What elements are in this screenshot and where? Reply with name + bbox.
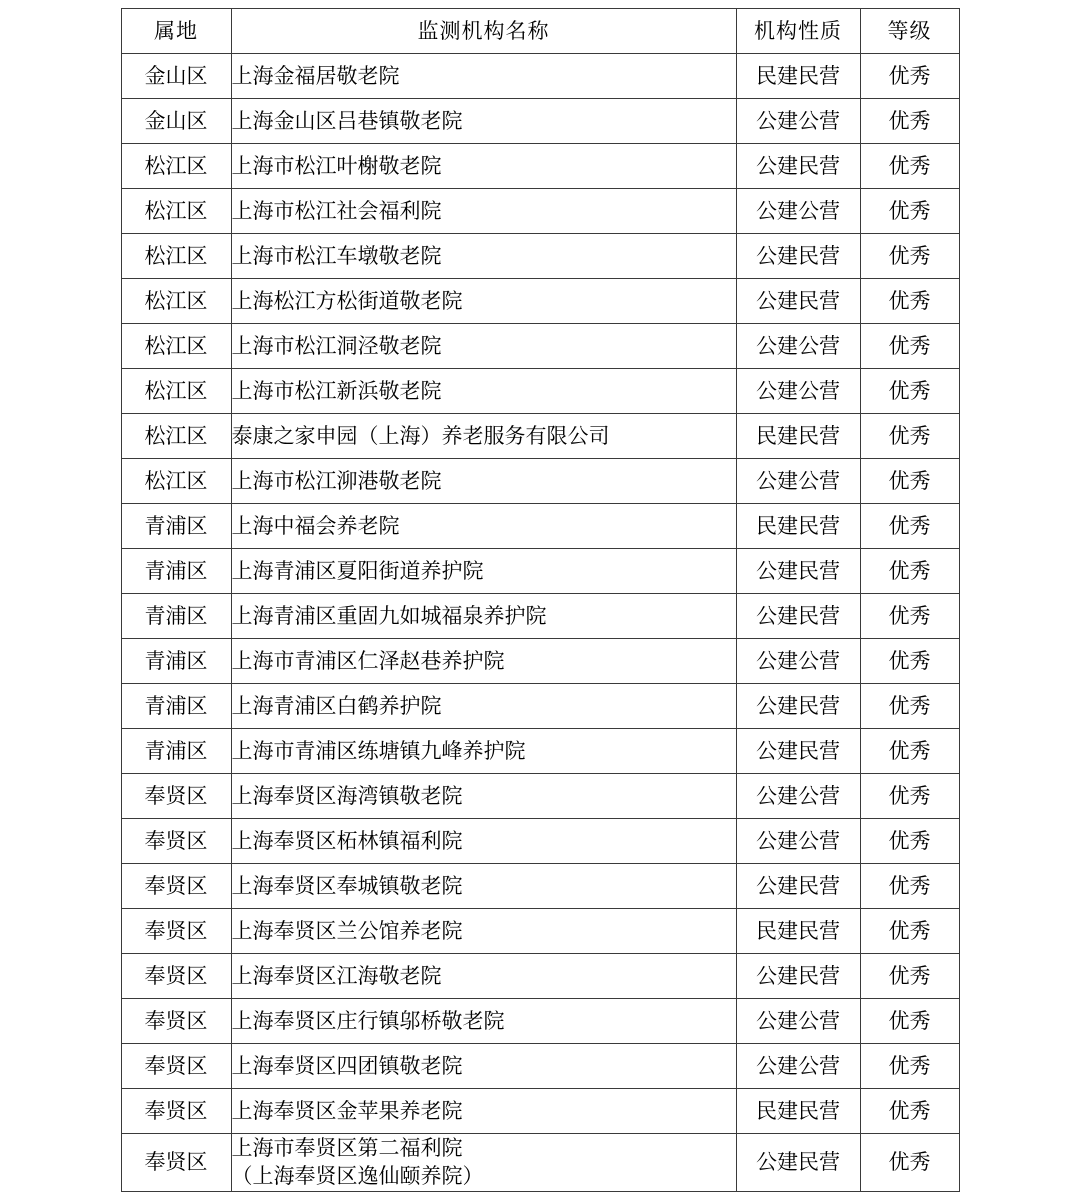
cell-institution-name: 上海奉贤区兰公馆养老院	[231, 909, 736, 954]
table-row	[121, 369, 959, 414]
cell-grade: 优秀	[860, 594, 959, 639]
cell-grade: 优秀	[860, 189, 959, 234]
table-row	[121, 549, 959, 594]
monitoring-institutions-table	[121, 8, 960, 1192]
cell-institution-type: 民建民营	[736, 909, 860, 954]
cell-area: 青浦区	[121, 639, 231, 684]
cell-institution-name: 上海市青浦区仁泽赵巷养护院	[231, 639, 736, 684]
cell-grade: 优秀	[860, 369, 959, 414]
table-row	[121, 279, 959, 324]
table-row	[121, 1044, 959, 1089]
table-row	[121, 1134, 959, 1192]
cell-institution-type: 公建公营	[736, 324, 860, 369]
cell-institution-name: 泰康之家申园（上海）养老服务有限公司	[231, 414, 736, 459]
table-row	[121, 1089, 959, 1134]
cell-institution-name: 上海金福居敬老院	[231, 54, 736, 99]
cell-area: 奉贤区	[121, 819, 231, 864]
table-row	[121, 189, 959, 234]
cell-area: 青浦区	[121, 504, 231, 549]
cell-institution-type: 公建公营	[736, 774, 860, 819]
cell-institution-name: 上海市松江泖港敬老院	[231, 459, 736, 504]
table-row	[121, 999, 959, 1044]
cell-grade: 优秀	[860, 144, 959, 189]
cell-institution-name: 上海奉贤区奉城镇敬老院	[231, 864, 736, 909]
cell-area: 奉贤区	[121, 774, 231, 819]
cell-grade: 优秀	[860, 549, 959, 594]
cell-institution-name: 上海松江方松街道敬老院	[231, 279, 736, 324]
cell-area: 松江区	[121, 144, 231, 189]
cell-area: 青浦区	[121, 729, 231, 774]
cell-area: 松江区	[121, 414, 231, 459]
cell-institution-name: 上海市青浦区练塘镇九峰养护院	[231, 729, 736, 774]
table-row	[121, 144, 959, 189]
cell-area: 奉贤区	[121, 1089, 231, 1134]
cell-institution-type: 公建民营	[736, 144, 860, 189]
cell-institution-type: 公建民营	[736, 594, 860, 639]
cell-institution-name	[231, 1134, 736, 1192]
cell-grade: 优秀	[860, 774, 959, 819]
cell-grade: 优秀	[860, 729, 959, 774]
cell-area: 青浦区	[121, 594, 231, 639]
cell-grade: 优秀	[860, 414, 959, 459]
cell-institution-name: 上海奉贤区金苹果养老院	[231, 1089, 736, 1134]
cell-institution-type: 公建民营	[736, 234, 860, 279]
table-header	[121, 9, 959, 54]
table-row	[121, 639, 959, 684]
table-row	[121, 594, 959, 639]
cell-area: 青浦区	[121, 549, 231, 594]
cell-institution-name: 上海金山区吕巷镇敬老院	[231, 99, 736, 144]
cell-area: 松江区	[121, 279, 231, 324]
cell-institution-type: 公建公营	[736, 999, 860, 1044]
cell-grade: 优秀	[860, 954, 959, 999]
cell-grade: 优秀	[860, 819, 959, 864]
cell-area: 松江区	[121, 324, 231, 369]
cell-institution-name: 上海青浦区重固九如城福泉养护院	[231, 594, 736, 639]
cell-institution-name: 上海奉贤区海湾镇敬老院	[231, 774, 736, 819]
cell-institution-type: 公建民营	[736, 729, 860, 774]
cell-institution-name: 上海奉贤区柘林镇福利院	[231, 819, 736, 864]
cell-area: 奉贤区	[121, 909, 231, 954]
cell-institution-name: 上海奉贤区四团镇敬老院	[231, 1044, 736, 1089]
cell-grade: 优秀	[860, 99, 959, 144]
table-row	[121, 954, 959, 999]
cell-grade: 优秀	[860, 639, 959, 684]
table-row	[121, 234, 959, 279]
cell-institution-name: 上海奉贤区江海敬老院	[231, 954, 736, 999]
cell-institution-type: 公建公营	[736, 99, 860, 144]
column-header-area: 属地	[121, 9, 231, 54]
cell-institution-type: 民建民营	[736, 414, 860, 459]
cell-institution-type: 民建民营	[736, 54, 860, 99]
cell-grade: 优秀	[860, 1044, 959, 1089]
cell-area: 松江区	[121, 459, 231, 504]
cell-institution-type: 公建民营	[736, 684, 860, 729]
cell-grade: 优秀	[860, 279, 959, 324]
cell-grade: 优秀	[860, 324, 959, 369]
table-row	[121, 729, 959, 774]
table-row	[121, 774, 959, 819]
cell-institution-name: 上海市松江社会福利院	[231, 189, 736, 234]
table-row	[121, 504, 959, 549]
cell-area: 奉贤区	[121, 954, 231, 999]
table-body	[121, 54, 959, 1192]
cell-area: 青浦区	[121, 684, 231, 729]
cell-grade: 优秀	[860, 1089, 959, 1134]
table-row	[121, 909, 959, 954]
cell-grade: 优秀	[860, 54, 959, 99]
table-row	[121, 414, 959, 459]
cell-institution-name: 上海市松江新浜敬老院	[231, 369, 736, 414]
cell-institution-name: 上海青浦区夏阳街道养护院	[231, 549, 736, 594]
cell-area: 奉贤区	[121, 864, 231, 909]
cell-institution-type: 公建民营	[736, 954, 860, 999]
cell-grade: 优秀	[860, 1134, 959, 1192]
cell-area: 金山区	[121, 99, 231, 144]
cell-grade: 优秀	[860, 234, 959, 279]
column-header-grade: 等级	[860, 9, 959, 54]
cell-institution-type: 民建民营	[736, 504, 860, 549]
cell-institution-name: 上海市松江叶榭敬老院	[231, 144, 736, 189]
cell-institution-type: 公建公营	[736, 1044, 860, 1089]
table-row	[121, 54, 959, 99]
cell-institution-name: 上海市松江洞泾敬老院	[231, 324, 736, 369]
cell-institution-type: 公建公营	[736, 189, 860, 234]
cell-area: 奉贤区	[121, 1134, 231, 1192]
column-header-institution-type: 机构性质	[736, 9, 860, 54]
table-row	[121, 819, 959, 864]
cell-area: 松江区	[121, 189, 231, 234]
cell-grade: 优秀	[860, 864, 959, 909]
cell-institution-name: 上海青浦区白鹤养护院	[231, 684, 736, 729]
cell-institution-type: 公建公营	[736, 459, 860, 504]
cell-institution-name: 上海奉贤区庄行镇邬桥敬老院	[231, 999, 736, 1044]
cell-grade: 优秀	[860, 909, 959, 954]
cell-area: 奉贤区	[121, 999, 231, 1044]
column-header-institution-name: 监测机构名称	[231, 9, 736, 54]
cell-institution-type: 公建民营	[736, 549, 860, 594]
table-row	[121, 459, 959, 504]
cell-institution-type: 公建民营	[736, 279, 860, 324]
table-row	[121, 684, 959, 729]
institution-name-line-1: 上海市奉贤区第二福利院	[231, 1136, 463, 1160]
cell-grade: 优秀	[860, 684, 959, 729]
cell-institution-type: 公建公营	[736, 819, 860, 864]
cell-institution-type: 公建民营	[736, 1134, 860, 1192]
cell-grade: 优秀	[860, 999, 959, 1044]
table-row	[121, 864, 959, 909]
cell-institution-type: 公建公营	[736, 639, 860, 684]
cell-institution-name: 上海中福会养老院	[231, 504, 736, 549]
table-row	[121, 324, 959, 369]
cell-area: 松江区	[121, 234, 231, 279]
cell-institution-type: 公建民营	[736, 864, 860, 909]
institution-name-line-2: （上海奉贤区逸仙颐养院）	[231, 1164, 484, 1189]
cell-institution-name: 上海市松江车墩敬老院	[231, 234, 736, 279]
table-header-row	[121, 9, 959, 54]
cell-area: 松江区	[121, 369, 231, 414]
cell-area: 金山区	[121, 54, 231, 99]
cell-area: 奉贤区	[121, 1044, 231, 1089]
cell-grade: 优秀	[860, 504, 959, 549]
cell-institution-type: 公建公营	[736, 369, 860, 414]
table-row	[121, 99, 959, 144]
cell-grade: 优秀	[860, 459, 959, 504]
cell-institution-type: 民建民营	[736, 1089, 860, 1134]
